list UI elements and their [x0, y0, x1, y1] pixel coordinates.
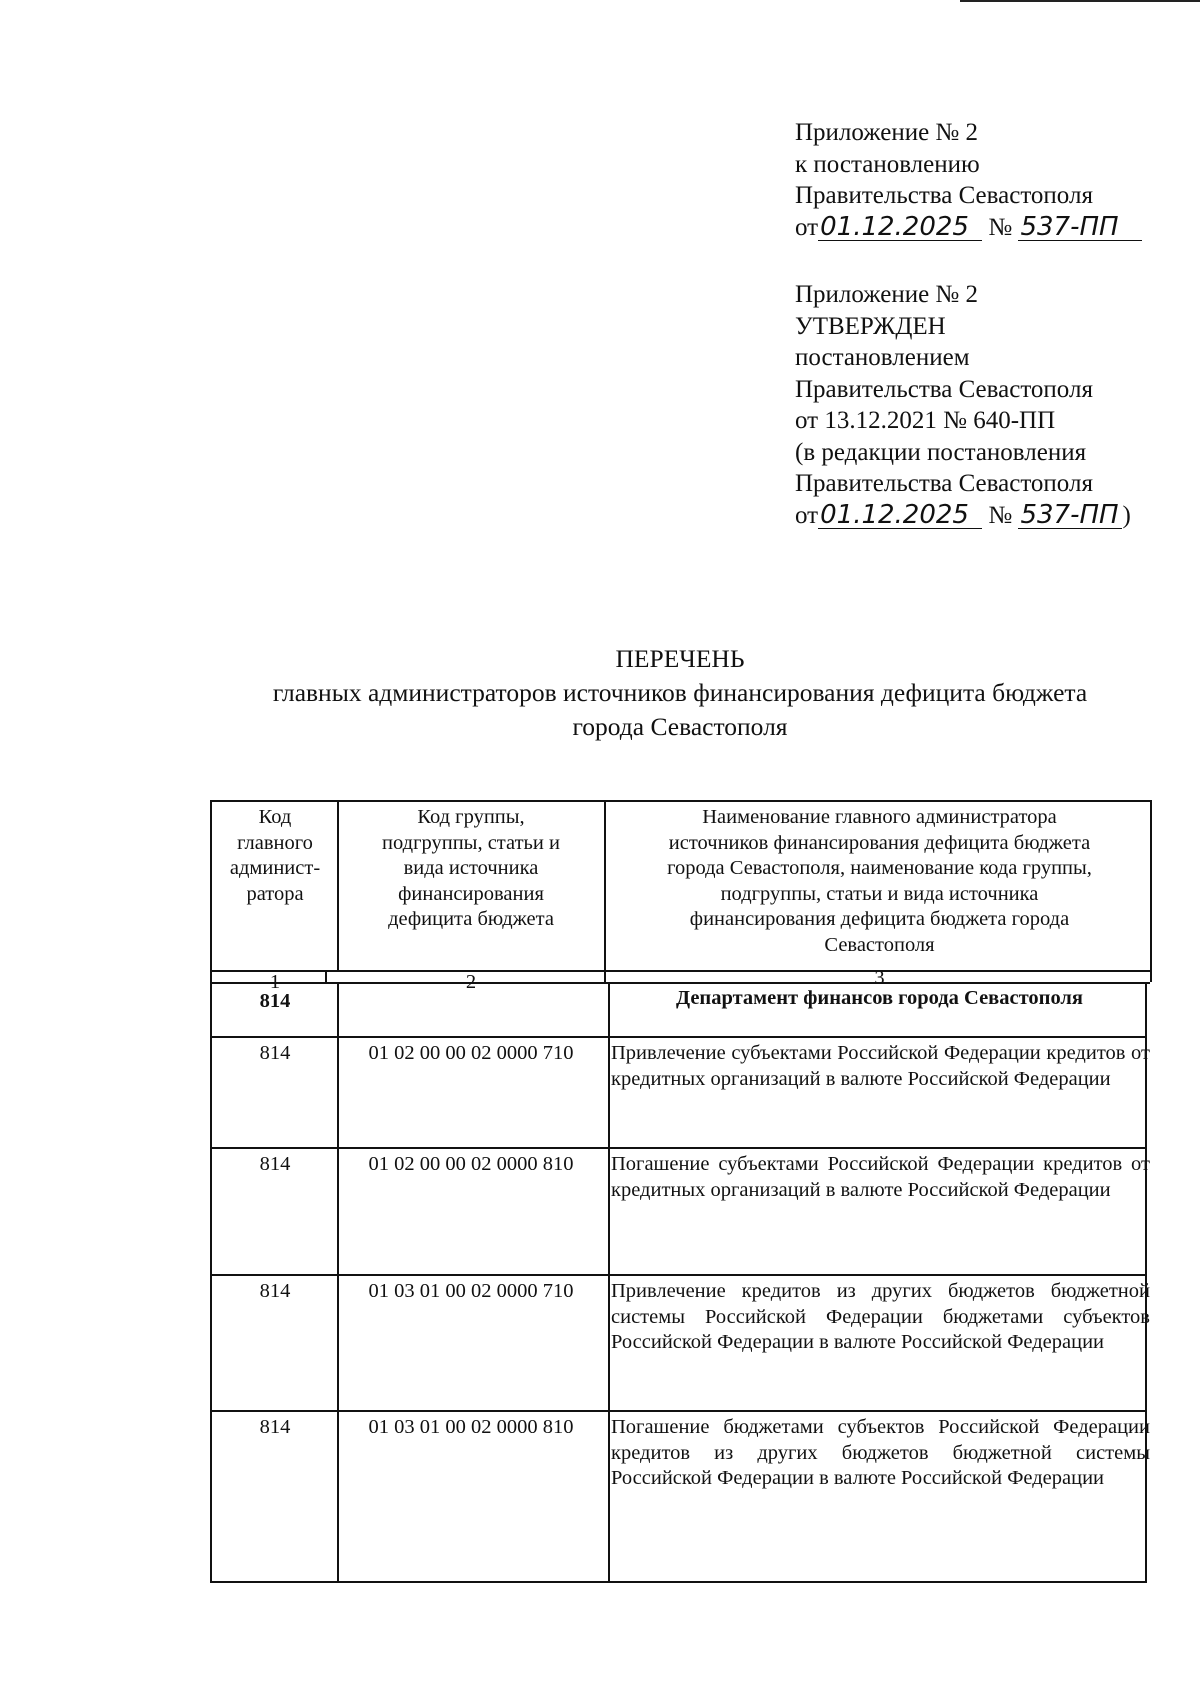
revision-note: (в редакции постановления [795, 438, 1087, 466]
annex-block-approved [795, 279, 1131, 531]
handwritten-date: 01.12.2025 [818, 502, 982, 529]
handwritten-number: 537-ПП [1018, 502, 1122, 529]
column-header-source-code: Код группы, подгруппы, статьи и вида источника финансирования дефицита бюджета [382, 806, 560, 930]
handwritten-date: 01.12.2025 [818, 214, 982, 241]
table-row-source-code: 01 03 01 00 02 0000 810 [368, 1416, 574, 1438]
table-row-admin-code: 814 [259, 1280, 291, 1302]
column-divider [604, 800, 606, 982]
annex-block-current [795, 117, 1142, 243]
table-row-name: Привлечение кредитов из других бюджетов бюджетной системы Российской Федерации бюджетами субъектов Российской Федерации в валюте Российской Федерации [611, 1280, 1150, 1353]
table-row-name: Департамент финансов города Севастополя [675, 987, 1084, 1009]
title-heading: ПЕРЕЧЕНЬ [615, 644, 745, 673]
table-row-name: Погашение бюджетами субъектов Российской Федерации кредитов из других бюджетов бюджетной системы Российской Федерации в валюте Российской Федерации [611, 1416, 1150, 1489]
title-subheading: главных администраторов источников финансирования дефицита бюджета [272, 678, 1088, 707]
annex-government: Правительства Севастополя [795, 470, 1093, 497]
page-edge-line [960, 0, 1200, 2]
annex-date-line [795, 212, 1142, 244]
date-prefix: от [795, 213, 819, 241]
number-sign: № [988, 501, 1013, 529]
approved-by: постановлением [795, 344, 970, 371]
title-subheading-city: города Севастополя [572, 712, 788, 741]
row-divider [210, 1036, 1147, 1038]
annex-government: Правительства Севастополя [795, 182, 1093, 209]
row-divider [210, 1147, 1147, 1149]
table-border-left [210, 800, 212, 1582]
table-row-admin-code: 814 [259, 1416, 291, 1438]
row-divider [210, 1410, 1147, 1412]
table-row-admin-code: 814 [259, 1042, 291, 1064]
original-decree: от 13.12.2021 № 640-ПП [795, 407, 1056, 434]
column-number-2: 2 [465, 971, 477, 993]
document-title [200, 642, 1160, 744]
table-row-admin-code: 814 [259, 1153, 291, 1175]
annex-title: Приложение № 2 [795, 281, 979, 308]
table-row-name: Привлечение субъектами Российской Федерации кредитов от кредитных организаций в валюте Российской Федерации [611, 1042, 1150, 1090]
table-row-name: Погашение субъектами Российской Федерации кредитов от кредитных организаций в валюте Российской Федерации [611, 1153, 1150, 1201]
approved-label: УТВЕРЖДЕН [795, 312, 946, 340]
handwritten-number: 537-ПП [1018, 214, 1142, 241]
column-header-admin-code: Код главного админист- ратора [229, 806, 321, 905]
row-divider [210, 1274, 1147, 1276]
date-prefix: от [795, 501, 819, 529]
table-border-top [210, 800, 1150, 802]
table-row-source-code: 01 02 00 00 02 0000 710 [368, 1042, 574, 1064]
administrators-table [210, 800, 1150, 1582]
table-row-admin-code: 814 [259, 990, 291, 1012]
number-sign: № [988, 213, 1013, 241]
column-header-name: Наименование главного администратора источников финансирования дефицита бюджета города Севастополя, наименование кода группы, подгруппы, статьи и вида источника финансирования дефицита бюджета города Севастополя [667, 806, 1092, 956]
annex-subtitle: к постановлению [795, 150, 980, 178]
annex-title: Приложение № 2 [795, 119, 979, 146]
table-row-source-code: 01 03 01 00 02 0000 710 [368, 1280, 574, 1302]
column-number-3: 3 [874, 967, 885, 989]
column-number-1: 1 [269, 971, 281, 993]
closing-paren: ) [1122, 501, 1131, 529]
annex-date-line [795, 500, 1131, 532]
annex-government: Правительства Севастополя [795, 375, 1093, 403]
table-row-source-code: 01 02 00 00 02 0000 810 [368, 1153, 574, 1175]
table-border-bottom [210, 1581, 1147, 1583]
